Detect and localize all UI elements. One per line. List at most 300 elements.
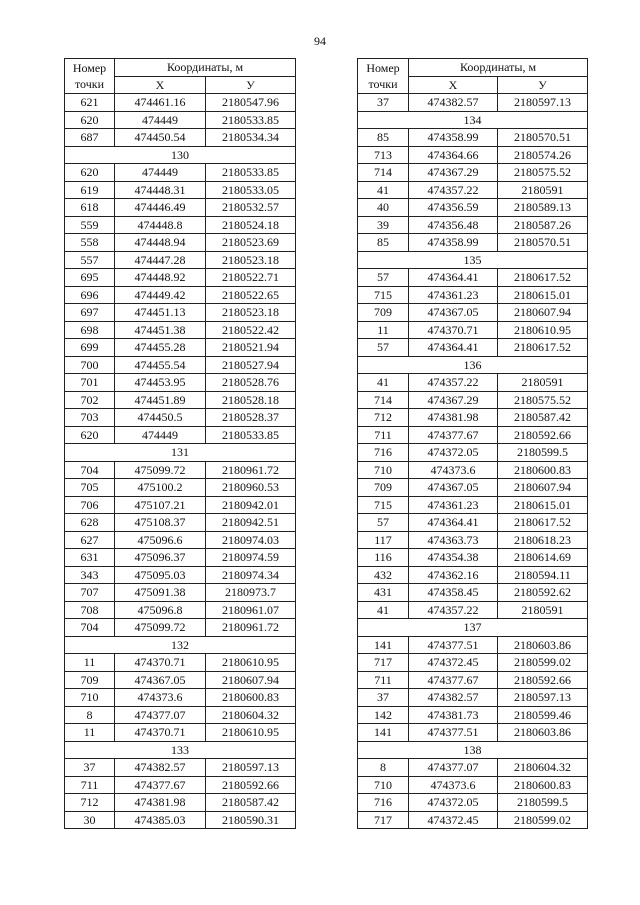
point-number-cell: 559 xyxy=(65,216,115,234)
x-coordinate-cell: 474372.45 xyxy=(409,811,498,829)
point-number-cell: 30 xyxy=(65,811,115,829)
group-row xyxy=(65,146,296,164)
point-number-cell: 141 xyxy=(358,636,409,654)
y-coordinate-cell: 2180615.01 xyxy=(498,496,588,514)
x-coordinate-cell: 475099.72 xyxy=(115,619,206,637)
y-coordinate-cell: 2180592.66 xyxy=(498,426,588,444)
y-coordinate-cell: 2180547.96 xyxy=(206,94,296,112)
x-coordinate-cell: 474370.71 xyxy=(409,321,498,339)
point-number-cell: 11 xyxy=(65,724,115,742)
x-coordinate-cell: 474451.38 xyxy=(115,321,206,339)
x-coordinate-cell: 474362.16 xyxy=(409,566,498,584)
point-number-cell: 709 xyxy=(358,479,409,497)
x-coordinate-cell: 475107.21 xyxy=(115,496,206,514)
x-coordinate-cell: 474446.49 xyxy=(115,199,206,217)
table-row xyxy=(358,811,588,829)
table-row xyxy=(358,426,588,444)
y-coordinate-cell: 2180597.13 xyxy=(206,759,296,777)
y-coordinate-cell: 2180575.52 xyxy=(498,164,588,182)
x-coordinate-cell: 474385.03 xyxy=(115,811,206,829)
point-number-cell: 141 xyxy=(358,724,409,742)
x-coordinate-cell: 474455.28 xyxy=(115,339,206,357)
group-row xyxy=(358,619,588,637)
table-row xyxy=(358,724,588,742)
table-row xyxy=(65,566,296,584)
x-coordinate-cell: 474448.94 xyxy=(115,234,206,252)
table-row xyxy=(65,234,296,252)
y-coordinate-cell: 2180528.37 xyxy=(206,409,296,427)
y-coordinate-cell: 2180590.31 xyxy=(206,811,296,829)
y-coordinate-cell: 2180600.83 xyxy=(498,461,588,479)
y-coordinate-cell: 2180597.13 xyxy=(498,689,588,707)
y-coordinate-cell: 2180603.86 xyxy=(498,636,588,654)
x-coordinate-cell: 474372.45 xyxy=(409,654,498,672)
table-row xyxy=(358,391,588,409)
y-coordinate-cell: 2180523.18 xyxy=(206,251,296,269)
x-coordinate-cell: 474363.73 xyxy=(409,531,498,549)
point-number-cell: 41 xyxy=(358,181,409,199)
table-row xyxy=(358,409,588,427)
point-number-cell: 699 xyxy=(65,339,115,357)
table-row xyxy=(65,339,296,357)
page-number: 94 xyxy=(314,34,326,48)
point-number-cell: 37 xyxy=(358,689,409,707)
group-number: 131 xyxy=(65,444,296,462)
x-coordinate-cell: 474354.38 xyxy=(409,549,498,567)
y-coordinate-cell: 2180533.85 xyxy=(206,111,296,129)
y-coordinate-cell: 2180942.01 xyxy=(206,496,296,514)
point-number-cell: 620 xyxy=(65,164,115,182)
header-point-number-line2: точки xyxy=(74,77,105,91)
x-coordinate-cell: 474356.48 xyxy=(409,216,498,234)
point-number-cell: 621 xyxy=(65,94,115,112)
x-coordinate-cell: 475096.8 xyxy=(115,601,206,619)
x-coordinate-cell: 474382.57 xyxy=(409,94,498,112)
point-number-cell: 431 xyxy=(358,584,409,602)
y-coordinate-cell: 2180610.95 xyxy=(498,321,588,339)
y-coordinate-cell: 2180522.42 xyxy=(206,321,296,339)
table-row xyxy=(65,426,296,444)
point-number-cell: 618 xyxy=(65,199,115,217)
x-coordinate-cell: 474372.05 xyxy=(409,444,498,462)
x-coordinate-cell: 474370.71 xyxy=(115,724,206,742)
y-coordinate-cell: 2180521.94 xyxy=(206,339,296,357)
table-row xyxy=(65,671,296,689)
y-coordinate-cell: 2180591 xyxy=(498,601,588,619)
table-row xyxy=(358,531,588,549)
point-number-cell: 343 xyxy=(65,566,115,584)
table-row xyxy=(65,304,296,322)
x-coordinate-cell: 475095.03 xyxy=(115,566,206,584)
point-number-cell: 714 xyxy=(358,164,409,182)
x-coordinate-cell: 474447.28 xyxy=(115,251,206,269)
point-number-cell: 620 xyxy=(65,426,115,444)
y-coordinate-cell: 2180534.34 xyxy=(206,129,296,147)
table-row xyxy=(358,146,588,164)
x-coordinate-cell: 474451.13 xyxy=(115,304,206,322)
y-coordinate-cell: 2180591 xyxy=(498,181,588,199)
group-row xyxy=(358,356,588,374)
point-number-cell: 705 xyxy=(65,479,115,497)
y-coordinate-cell: 2180961.72 xyxy=(206,461,296,479)
x-coordinate-cell: 474358.99 xyxy=(409,234,498,252)
y-coordinate-cell: 2180617.52 xyxy=(498,269,588,287)
table-row xyxy=(65,269,296,287)
x-coordinate-cell: 474373.6 xyxy=(409,776,498,794)
table-row xyxy=(358,234,588,252)
x-coordinate-cell: 474377.51 xyxy=(409,636,498,654)
y-coordinate-cell: 2180522.71 xyxy=(206,269,296,287)
point-number-cell: 41 xyxy=(358,374,409,392)
table-row xyxy=(65,584,296,602)
point-number-cell: 628 xyxy=(65,514,115,532)
x-coordinate-cell: 475096.6 xyxy=(115,531,206,549)
y-coordinate-cell: 2180607.94 xyxy=(498,304,588,322)
table-row xyxy=(65,479,296,497)
point-number-cell: 8 xyxy=(358,759,409,777)
y-coordinate-cell: 2180610.95 xyxy=(206,724,296,742)
y-coordinate-cell: 2180599.46 xyxy=(498,706,588,724)
header-y: У xyxy=(498,76,588,94)
group-number: 135 xyxy=(358,251,588,269)
coordinates-table-left xyxy=(64,58,296,829)
y-coordinate-cell: 2180532.57 xyxy=(206,199,296,217)
table-row xyxy=(65,601,296,619)
y-coordinate-cell: 2180587.42 xyxy=(498,409,588,427)
point-number-cell: 714 xyxy=(358,391,409,409)
table-row xyxy=(65,94,296,112)
group-number: 137 xyxy=(358,619,588,637)
point-number-cell: 558 xyxy=(65,234,115,252)
x-coordinate-cell: 475099.72 xyxy=(115,461,206,479)
table-row xyxy=(358,339,588,357)
point-number-cell: 57 xyxy=(358,269,409,287)
table-row xyxy=(358,549,588,567)
x-coordinate-cell: 474364.66 xyxy=(409,146,498,164)
point-number-cell: 709 xyxy=(65,671,115,689)
x-coordinate-cell: 474382.57 xyxy=(115,759,206,777)
point-number-cell: 713 xyxy=(358,146,409,164)
y-coordinate-cell: 2180974.03 xyxy=(206,531,296,549)
point-number-cell: 696 xyxy=(65,286,115,304)
table-row xyxy=(65,391,296,409)
point-number-cell: 37 xyxy=(65,759,115,777)
table-row xyxy=(358,374,588,392)
group-row xyxy=(358,251,588,269)
point-number-cell: 701 xyxy=(65,374,115,392)
x-coordinate-cell: 474451.89 xyxy=(115,391,206,409)
table-row xyxy=(358,759,588,777)
point-number-cell: 710 xyxy=(358,461,409,479)
y-coordinate-cell: 2180587.26 xyxy=(498,216,588,234)
point-number-cell: 40 xyxy=(358,199,409,217)
x-coordinate-cell: 474358.99 xyxy=(409,129,498,147)
table-row xyxy=(358,181,588,199)
x-coordinate-cell: 474448.8 xyxy=(115,216,206,234)
table-row xyxy=(65,461,296,479)
table-row xyxy=(358,269,588,287)
point-number-cell: 620 xyxy=(65,111,115,129)
x-coordinate-cell: 474450.54 xyxy=(115,129,206,147)
group-row xyxy=(358,741,588,759)
x-coordinate-cell: 474450.5 xyxy=(115,409,206,427)
x-coordinate-cell: 474455.54 xyxy=(115,356,206,374)
point-number-cell: 706 xyxy=(65,496,115,514)
y-coordinate-cell: 2180533.05 xyxy=(206,181,296,199)
point-number-cell: 711 xyxy=(65,776,115,794)
y-coordinate-cell: 2180615.01 xyxy=(498,286,588,304)
table-row xyxy=(65,356,296,374)
group-number: 134 xyxy=(358,111,588,129)
table-row xyxy=(358,794,588,812)
y-coordinate-cell: 2180599.02 xyxy=(498,654,588,672)
x-coordinate-cell: 474370.71 xyxy=(115,654,206,672)
point-number-cell: 11 xyxy=(358,321,409,339)
group-number: 132 xyxy=(65,636,296,654)
y-coordinate-cell: 2180597.13 xyxy=(498,94,588,112)
x-coordinate-cell: 474367.29 xyxy=(409,391,498,409)
table-row xyxy=(358,461,588,479)
table-row xyxy=(358,689,588,707)
y-coordinate-cell: 2180592.62 xyxy=(498,584,588,602)
table-row xyxy=(358,164,588,182)
x-coordinate-cell: 474377.67 xyxy=(409,426,498,444)
table-row xyxy=(65,129,296,147)
table-row xyxy=(358,776,588,794)
y-coordinate-cell: 2180533.85 xyxy=(206,426,296,444)
point-number-cell: 715 xyxy=(358,496,409,514)
y-coordinate-cell: 2180599.5 xyxy=(498,444,588,462)
table-row xyxy=(358,566,588,584)
table-row xyxy=(358,636,588,654)
point-number-cell: 700 xyxy=(65,356,115,374)
y-coordinate-cell: 2180528.18 xyxy=(206,391,296,409)
header-point-number-line1: Номер xyxy=(72,61,107,75)
table-row xyxy=(358,514,588,532)
y-coordinate-cell: 2180587.42 xyxy=(206,794,296,812)
point-number-cell: 712 xyxy=(358,409,409,427)
point-number-cell: 704 xyxy=(65,619,115,637)
group-number: 133 xyxy=(65,741,296,759)
group-row xyxy=(65,741,296,759)
table-row xyxy=(358,671,588,689)
x-coordinate-cell: 474373.6 xyxy=(409,461,498,479)
point-number-cell: 142 xyxy=(358,706,409,724)
table-row xyxy=(65,706,296,724)
x-coordinate-cell: 474364.41 xyxy=(409,514,498,532)
point-number-cell: 57 xyxy=(358,514,409,532)
table-row xyxy=(65,776,296,794)
header-point-number-line2: точки xyxy=(368,77,398,91)
point-number-cell: 39 xyxy=(358,216,409,234)
y-coordinate-cell: 2180973.7 xyxy=(206,584,296,602)
y-coordinate-cell: 2180533.85 xyxy=(206,164,296,182)
x-coordinate-cell: 474449 xyxy=(115,164,206,182)
x-coordinate-cell: 474361.23 xyxy=(409,286,498,304)
point-number-cell: 85 xyxy=(358,234,409,252)
group-number: 138 xyxy=(358,741,588,759)
y-coordinate-cell: 2180600.83 xyxy=(206,689,296,707)
y-coordinate-cell: 2180961.72 xyxy=(206,619,296,637)
table-row xyxy=(358,444,588,462)
table-row xyxy=(65,549,296,567)
y-coordinate-cell: 2180604.32 xyxy=(206,706,296,724)
x-coordinate-cell: 474449 xyxy=(115,426,206,444)
group-row xyxy=(65,444,296,462)
table-row xyxy=(65,409,296,427)
table-row xyxy=(65,654,296,672)
header-y: У xyxy=(206,76,296,94)
table-row xyxy=(65,811,296,829)
y-coordinate-cell: 2180592.66 xyxy=(206,776,296,794)
table-row xyxy=(358,496,588,514)
point-number-cell: 627 xyxy=(65,531,115,549)
point-number-cell: 619 xyxy=(65,181,115,199)
point-number-cell: 116 xyxy=(358,549,409,567)
point-number-cell: 698 xyxy=(65,321,115,339)
x-coordinate-cell: 474373.6 xyxy=(115,689,206,707)
x-coordinate-cell: 474461.16 xyxy=(115,94,206,112)
y-coordinate-cell: 2180575.52 xyxy=(498,391,588,409)
x-coordinate-cell: 474358.45 xyxy=(409,584,498,602)
y-coordinate-cell: 2180961.07 xyxy=(206,601,296,619)
y-coordinate-cell: 2180589.13 xyxy=(498,199,588,217)
x-coordinate-cell: 474367.29 xyxy=(409,164,498,182)
x-coordinate-cell: 474372.05 xyxy=(409,794,498,812)
table-row xyxy=(358,199,588,217)
x-coordinate-cell: 474377.67 xyxy=(115,776,206,794)
y-coordinate-cell: 2180942.51 xyxy=(206,514,296,532)
y-coordinate-cell: 2180594.11 xyxy=(498,566,588,584)
y-coordinate-cell: 2180574.26 xyxy=(498,146,588,164)
x-coordinate-cell: 474377.67 xyxy=(409,671,498,689)
point-number-cell: 716 xyxy=(358,794,409,812)
y-coordinate-cell: 2180617.52 xyxy=(498,514,588,532)
coordinates-table-right xyxy=(357,58,588,829)
table-row xyxy=(65,181,296,199)
table-row xyxy=(358,286,588,304)
table-row xyxy=(65,496,296,514)
y-coordinate-cell: 2180522.65 xyxy=(206,286,296,304)
point-number-cell: 557 xyxy=(65,251,115,269)
point-number-cell: 37 xyxy=(358,94,409,112)
x-coordinate-cell: 474356.59 xyxy=(409,199,498,217)
table-row xyxy=(65,321,296,339)
table-row xyxy=(65,514,296,532)
point-number-cell: 717 xyxy=(358,811,409,829)
table-row xyxy=(358,601,588,619)
point-number-cell: 710 xyxy=(65,689,115,707)
point-number-cell: 716 xyxy=(358,444,409,462)
x-coordinate-cell: 474367.05 xyxy=(409,479,498,497)
y-coordinate-cell: 2180960.53 xyxy=(206,479,296,497)
x-coordinate-cell: 474377.07 xyxy=(115,706,206,724)
x-coordinate-cell: 474381.98 xyxy=(409,409,498,427)
y-coordinate-cell: 2180527.94 xyxy=(206,356,296,374)
point-number-cell: 702 xyxy=(65,391,115,409)
point-number-cell: 710 xyxy=(358,776,409,794)
point-number-cell: 703 xyxy=(65,409,115,427)
x-coordinate-cell: 474367.05 xyxy=(409,304,498,322)
y-coordinate-cell: 2180603.86 xyxy=(498,724,588,742)
y-coordinate-cell: 2180600.83 xyxy=(498,776,588,794)
point-number-cell: 631 xyxy=(65,549,115,567)
point-number-cell: 11 xyxy=(65,654,115,672)
group-number: 136 xyxy=(358,356,588,374)
y-coordinate-cell: 2180607.94 xyxy=(498,479,588,497)
y-coordinate-cell: 2180528.76 xyxy=(206,374,296,392)
table-row xyxy=(65,216,296,234)
point-number-cell: 709 xyxy=(358,304,409,322)
point-number-cell: 432 xyxy=(358,566,409,584)
x-coordinate-cell: 474449.42 xyxy=(115,286,206,304)
y-coordinate-cell: 2180974.59 xyxy=(206,549,296,567)
table-row xyxy=(65,251,296,269)
table-row xyxy=(65,111,296,129)
table-row xyxy=(65,286,296,304)
y-coordinate-cell: 2180523.69 xyxy=(206,234,296,252)
x-coordinate-cell: 475100.2 xyxy=(115,479,206,497)
header-point-number xyxy=(65,59,115,94)
group-number: 130 xyxy=(65,146,296,164)
table-row xyxy=(65,794,296,812)
header-x: Х xyxy=(115,76,206,94)
table-row xyxy=(358,706,588,724)
x-coordinate-cell: 474364.41 xyxy=(409,269,498,287)
y-coordinate-cell: 2180617.52 xyxy=(498,339,588,357)
header-point-number xyxy=(358,59,409,94)
y-coordinate-cell: 2180570.51 xyxy=(498,234,588,252)
x-coordinate-cell: 475108.37 xyxy=(115,514,206,532)
table-row xyxy=(358,129,588,147)
x-coordinate-cell: 474377.51 xyxy=(409,724,498,742)
y-coordinate-cell: 2180570.51 xyxy=(498,129,588,147)
point-number-cell: 697 xyxy=(65,304,115,322)
table-row xyxy=(358,654,588,672)
y-coordinate-cell: 2180604.32 xyxy=(498,759,588,777)
point-number-cell: 8 xyxy=(65,706,115,724)
x-coordinate-cell: 474357.22 xyxy=(409,374,498,392)
table-row xyxy=(358,94,588,112)
y-coordinate-cell: 2180618.23 xyxy=(498,531,588,549)
x-coordinate-cell: 474382.57 xyxy=(409,689,498,707)
y-coordinate-cell: 2180599.5 xyxy=(498,794,588,812)
table-row xyxy=(358,584,588,602)
y-coordinate-cell: 2180592.66 xyxy=(498,671,588,689)
group-row xyxy=(358,111,588,129)
x-coordinate-cell: 475096.37 xyxy=(115,549,206,567)
x-coordinate-cell: 474448.92 xyxy=(115,269,206,287)
header-coordinates: Координаты, м xyxy=(409,59,588,77)
table-row xyxy=(358,321,588,339)
table-row xyxy=(358,479,588,497)
x-coordinate-cell: 475091.38 xyxy=(115,584,206,602)
x-coordinate-cell: 474357.22 xyxy=(409,181,498,199)
table-row xyxy=(65,619,296,637)
point-number-cell: 117 xyxy=(358,531,409,549)
x-coordinate-cell: 474361.23 xyxy=(409,496,498,514)
x-coordinate-cell: 474449 xyxy=(115,111,206,129)
x-coordinate-cell: 474381.98 xyxy=(115,794,206,812)
x-coordinate-cell: 474367.05 xyxy=(115,671,206,689)
point-number-cell: 695 xyxy=(65,269,115,287)
x-coordinate-cell: 474448.31 xyxy=(115,181,206,199)
point-number-cell: 707 xyxy=(65,584,115,602)
y-coordinate-cell: 2180607.94 xyxy=(206,671,296,689)
table-row xyxy=(65,689,296,707)
point-number-cell: 711 xyxy=(358,671,409,689)
point-number-cell: 715 xyxy=(358,286,409,304)
